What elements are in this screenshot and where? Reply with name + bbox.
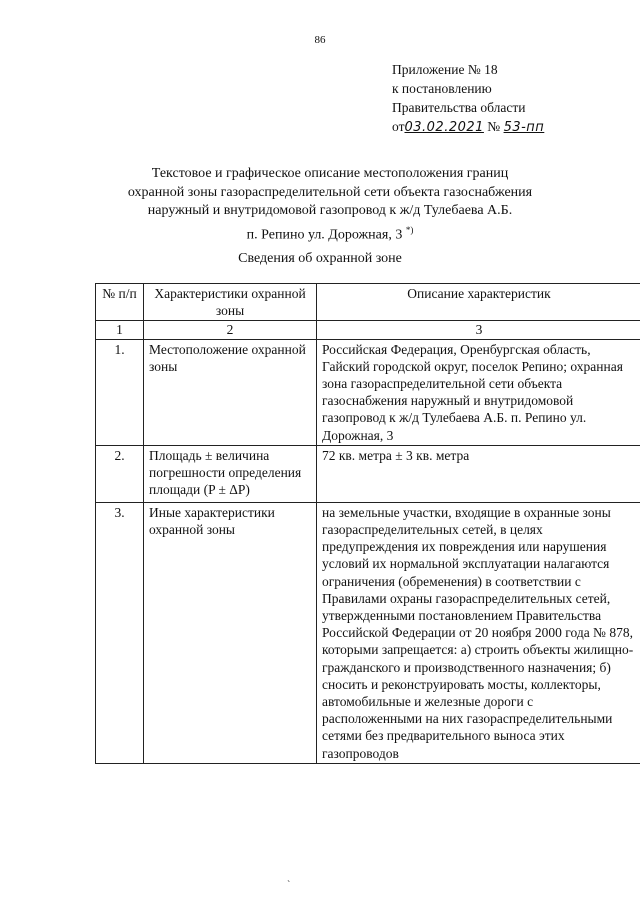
row-characteristic: Площадь ± величина погрешности определения площади (P ± ΔP) <box>144 445 317 502</box>
col-number-1: 1 <box>96 321 144 339</box>
row-number: 3. <box>96 502 144 763</box>
zone-info-table <box>95 283 640 764</box>
section-heading: Сведения об охранной зоне <box>238 251 402 266</box>
appendix-date-line <box>392 117 544 137</box>
col-number-3: 3 <box>317 321 640 339</box>
title-line-4 <box>60 221 600 245</box>
table-header-row <box>96 284 640 321</box>
header-description: Описание характеристик <box>317 284 640 321</box>
document-title <box>60 165 600 245</box>
row-description: Российская Федерация, Оренбургская область, Гайский городской округ, поселок Репино; охранная зона газораспределительной сети объекта газоснабжения наружный и внутридомовой газопровод к ж/д Тулебаева А.Б. п. Репино ул. Дорожная, 3 <box>317 339 640 445</box>
appendix-block <box>392 60 544 137</box>
row-characteristic: Местоположение охранной зоны <box>144 339 317 445</box>
appendix-line-2: к постановлению <box>392 81 492 96</box>
footnote-mark: *) <box>405 224 414 235</box>
col-number-2: 2 <box>144 321 317 339</box>
title-line-2: охранной зоны газораспределительной сети объекта газоснабжения <box>127 184 533 200</box>
appendix-line-3: Правительства области <box>392 100 526 115</box>
page-number: 86 <box>314 34 326 46</box>
row-number: 2. <box>96 445 144 502</box>
row-description: 72 кв. метра ± 3 кв. метра <box>317 445 640 502</box>
footer-mark: ` <box>287 880 291 891</box>
handwritten-date: 03.02.2021 <box>404 120 484 135</box>
row-number: 1. <box>96 339 144 445</box>
table-row <box>96 339 640 445</box>
table-row <box>96 445 640 502</box>
appendix-line-1: Приложение № 18 <box>392 62 498 77</box>
title-line-3: наружный и внутридомовой газопровод к ж/д Тулебаева А.Б. <box>147 203 513 218</box>
handwritten-number: 53-пп <box>503 120 545 135</box>
column-number-row <box>96 321 640 339</box>
row-characteristic: Иные характеристики охранной зоны <box>144 502 317 763</box>
header-number: № п/п <box>96 284 144 321</box>
number-prefix: № <box>487 119 501 134</box>
title-address: п. Репино ул. Дорожная, 3 <box>246 227 403 243</box>
date-prefix: от <box>392 119 405 134</box>
header-characteristic: Характеристики охранной зоны <box>144 284 317 321</box>
title-line-1: Текстовое и графическое описание местоположения границ <box>151 166 509 181</box>
row-description: на земельные участки, входящие в охранные зоны газораспределительных сетей, в целях предупреждения их повреждения или нарушения условий их нормальной эксплуатации налагаются ограничения (обременения) в соответствии с Правилами охраны газораспределительных сетей, утвержденными постановлением Правительства Российской Федерации от 20 ноября 2000 года № 878, которыми запрещается: а) строить объекты жилищно-гражданского и производственного назначения; б) сносить и реконструировать мосты, коллекторы, автомобильные и железные дороги с расположенными на них газораспределительными сетями без предварительного выноса этих газопроводов <box>317 502 640 763</box>
table-row <box>96 502 640 763</box>
